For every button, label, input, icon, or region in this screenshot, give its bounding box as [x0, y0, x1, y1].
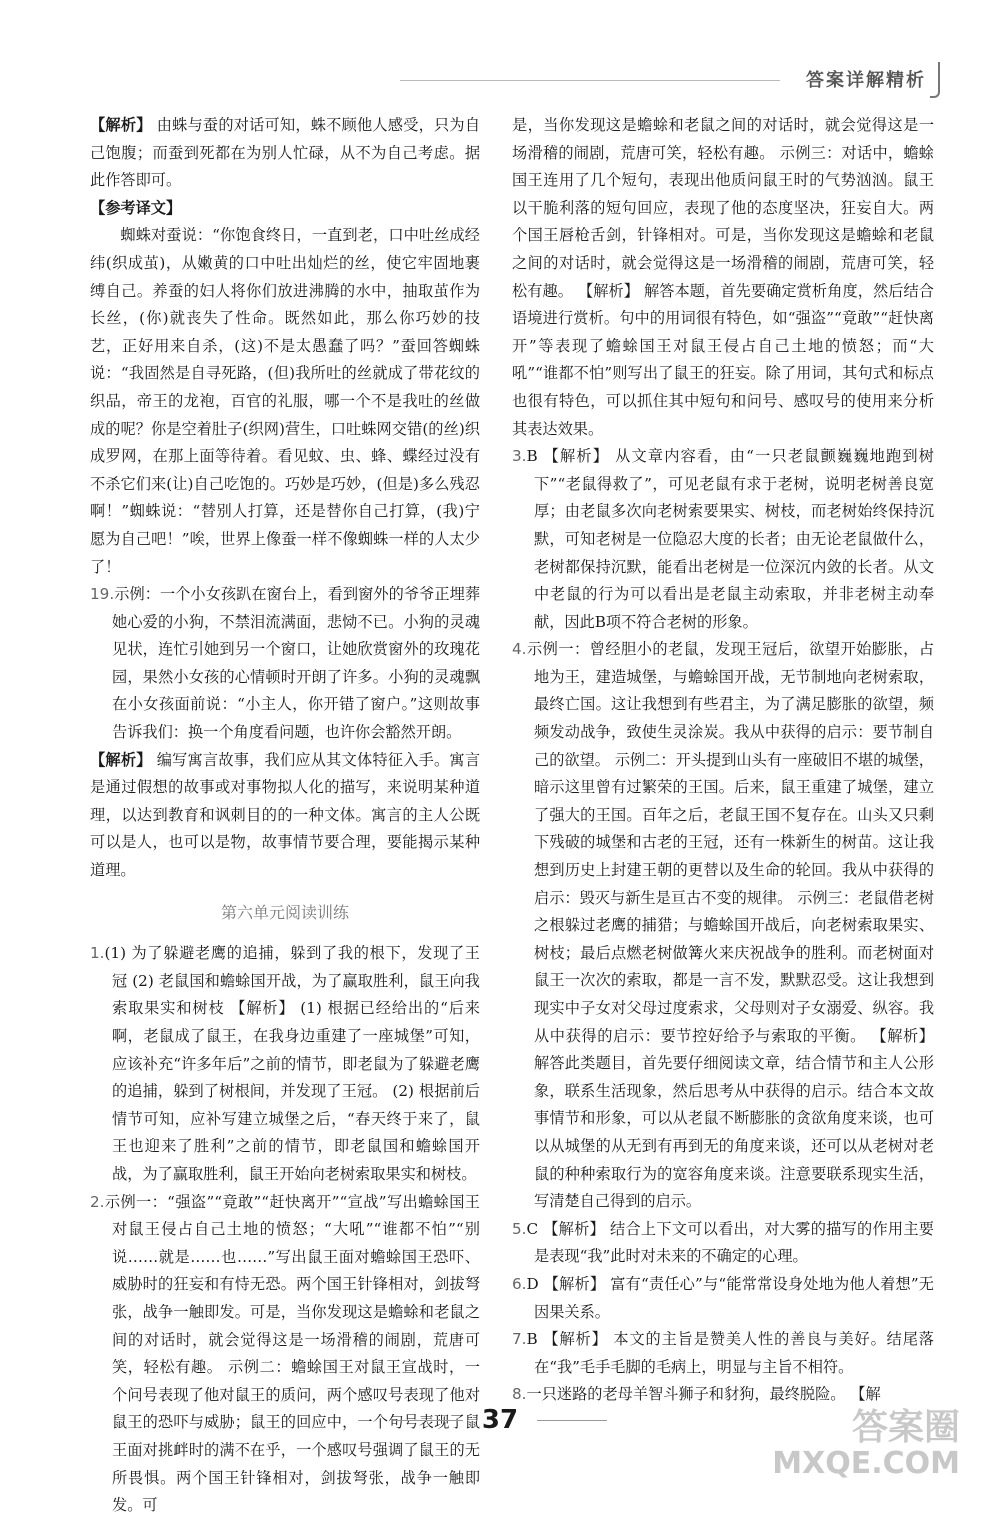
page-number: 37: [481, 1405, 519, 1435]
answer-item: [512, 443, 934, 636]
analysis-text: 编写寓言故事，我们应从其文体特征入手。寓言是通过假想的故事或对事物拟人化的描写，来说明某种道理，以达到教育和讽刺目的的一种文体。寓言的主人公既可以是人，也可以是物，故事情节要合理，要能揭示某种道理。: [90, 750, 481, 880]
answer-text: C 【解析】 结合上下文可以看出，对大雾的描写的作用主要是表现“我”此时对未来的不确定的心理。: [526, 1219, 934, 1266]
answer-text: 示例一：“强盗”“竟敢”“赶快离开”“宣战”写出蟾蜍国王对鼠王侵占自己土地的愤怒；“大吼”“谁都不怕”“别说……就是……也……”写出鼠王面对蟾蜍国王恐吓、威胁时的狂妄和有恃无恐。两个国王针锋相对，剑拔弩张，战争一触即发。可是，当你发现这是蟾蜍和老鼠之间的对话时，就会觉得这是一场滑稽的闹剧，荒唐可笑，轻松有趣。 示例二：蟾蜍国王对鼠王宣战时，一个问号表现了他对鼠王的质问，两个感叹号表现了他对鼠王的恐吓与威胁；鼠王的回应中，一个句号表现了鼠王面对挑衅时的满不在乎，一个感叹号强调了鼠王的无所畏惧。两个国王针锋相对，剑拔弩张，战争一触即发。可: [104, 1192, 480, 1515]
left-column: [90, 112, 480, 1520]
answer-item: [90, 581, 480, 747]
answer-number: 19.: [90, 585, 115, 604]
answer-number: 3.: [512, 447, 527, 466]
answer-text: 示例：一个小女孩趴在窗台上，看到窗外的爷爷正埋葬她心爱的小狗，不禁泪流满面，悲恸不已。小狗的灵魂见状，连忙引她到另一个窗口，让她欣赏窗外的玫瑰花园，果然小女孩的心情顿时开朗了许多。小狗的灵魂飘在小女孩面前说：“小主人，你开错了窗户。”这则故事告诉我们：换一个角度看问题，也许你会豁然开朗。: [112, 585, 480, 742]
answer-item: [90, 940, 480, 1188]
header-title: 答案详解精析: [806, 70, 926, 91]
answer-item: [512, 1326, 934, 1381]
analysis-text: 由蛛与蚕的对话可知，蛛不顾他人感受，只为自己饱腹；而蚕到死都在为别人忙碌，从不为自己考虑。据此作答即可。: [90, 116, 481, 190]
answer-item: [512, 1271, 934, 1326]
watermark-url: MXQE.COM: [772, 1446, 960, 1481]
section-title-text: 第六单元阅读训练: [220, 902, 349, 922]
translation-text: [90, 222, 480, 581]
answer-item: [90, 1189, 480, 1520]
section-title: [90, 899, 480, 927]
right-column: [512, 112, 934, 1409]
analysis-tag: 【解析】: [90, 750, 152, 769]
answer-number: 1.: [90, 944, 105, 963]
answer-number: 2.: [90, 1192, 105, 1211]
analysis-tag: 【解析】: [90, 116, 152, 134]
paragraph-text: 是，当你发现这是蟾蜍和老鼠之间的对话时，就会觉得这是一场滑稽的闹剧，荒唐可笑，轻松有趣。 示例三：对话中，蟾蜍国王连用了几个短句，表现出他质问鼠王时的气势汹汹。鼠王以干脆利落的短句回应，表现了他的态度坚决，狂妄自大。两个国王唇枪舌剑，针锋相对。可是，当你发现这是蟾蜍和老鼠之间的对话时，就会觉得这是一场滑稽的闹剧，荒唐可笑，轻松有趣。 【解析】 解答本题，首先要确定赏析角度，然后结合语境进行赏析。句中的用词很有特色，如“强盗”“竟敢”“赶快离开”等表现了蟾蜍国王对鼠王侵占自己土地的愤怒；而“大吼”“谁都不怕”则写出了鼠王的狂妄。除了用词，其句式和标点也很有特色，可以抓住其中短句和问号、感叹号的使用来分析其表达效果。: [512, 116, 934, 438]
footer-rule-left: [393, 1420, 463, 1421]
answer-number: 6.: [512, 1274, 527, 1293]
answer-number: 7.: [512, 1330, 527, 1349]
answer-item: [512, 636, 934, 1215]
continued-paragraph: [512, 112, 934, 443]
header-bracket: [930, 62, 940, 98]
analysis-paragraph: [90, 112, 480, 195]
answer-text: 一只迷路的老母羊智斗狮子和豺狗，最终脱险。 【解: [526, 1385, 881, 1404]
answer-number: 8.: [512, 1385, 527, 1404]
translation-body: 蜘蛛对蚕说：“你饱食终日，一直到老，口中吐丝成经纬(织成茧)，从嫩黄的口中吐出灿烂的丝，使它牢固地裹缚自己。养蚕的妇人将你们放进沸腾的水中，抽取茧作为长丝，(你)就丧失了性命。既然如此，那么你巧妙的技艺，正好用来自杀，(这)不是太愚蠢了吗？”蚕回答蜘蛛说：“我固然是自寻死路，(但)我所吐的丝就成了带花纹的织品，帝王的龙袍，百官的礼服，哪一个不是我吐的丝做成的呢？你是空着肚子(织网)营生，口吐蛛网交错(的丝)织成罗网，在那上面等待着。看见蚊、虫、蜂、蝶经过没有不杀它们来(让)自己吃饱的。巧妙是巧妙，(但是)多么残忍啊！”蜘蛛说：“替别人打算，还是替你自己打算，(我)宁愿为自己吧！”唉，世界上像蚕一样不像蜘蛛一样的人太少了！: [90, 226, 480, 576]
watermark-text: 答案圈: [851, 1407, 960, 1448]
answer-text: D 【解析】 富有“责任心”与“能常常设身处地为他人着想”无因果关系。: [526, 1274, 934, 1321]
header-rule: [400, 80, 780, 81]
answer-number: 5.: [512, 1219, 527, 1238]
analysis-paragraph: [90, 747, 480, 885]
watermark-logo: [772, 1407, 960, 1482]
footer-rule-right: [537, 1420, 607, 1421]
translation-tag: 【参考译文】: [90, 198, 182, 217]
answer-item: [512, 1216, 934, 1271]
answer-text: (1) 为了躲避老鹰的追捕，躲到了我的根下，发现了王冠 (2) 老鼠国和蟾蜍国开战，为了赢取胜利，鼠王向我索取果实和树枝 【解析】 (1) 根据已经给出的“后来啊，老鼠成了鼠王，在我身边重建了一座城堡”可知，应该补充“许多年后”之前的情节，即老鼠为了躲避老鹰的追捕，躲到了树根间，并发现了王冠。 (2) 根据前后情节可知，应补写建立城堡之后，“春天终于来了，鼠王也迎来了胜利”之前的情节，即老鼠国和蟾蜍国开战，为了赢取胜利，鼠王开始向老树索取果实和树枝。: [104, 944, 480, 1183]
translation-heading: [90, 195, 480, 223]
answer-text: B 【解析】 从文章内容看，由“一只老鼠颤巍巍地跑到树下”“老鼠得救了”，可见老鼠有求于老树，说明老树善良宽厚；由老鼠多次向老树索要果实、树枝，而老树始终保持沉默，可知老树是一位隐忍大度的长者；由无论老鼠做什么，老树都保持沉默，能看出老树是一位深沉内敛的长者。从文中老鼠的行为可以看出是老鼠主动索取，并非老树主动奉献，因此B项不符合老树的形象。: [526, 447, 934, 631]
page-header: [400, 62, 940, 102]
answer-number: 4.: [512, 640, 527, 659]
answer-text: B 【解析】 本文的主旨是赞美人性的善良与美好。结尾落在“我”毛手毛脚的毛病上，明显与主旨不相符。: [526, 1330, 934, 1376]
answer-text: 示例一：曾经胆小的老鼠，发现王冠后，欲望开始膨胀，占地为王，建造城堡，与蟾蜍国开战，无节制地向老树索取，最终亡国。这让我想到有些君主，为了满足膨胀的欲望，频频发动战争，致使生灵涂炭。我从中获得的启示：要节制自己的欲望。 示例二：开头提到山头有一座破旧不堪的城堡，暗示这里曾有过繁荣的王国。后来，鼠王重建了城堡，建立了强大的王国。百年之后，老鼠王国不复存在。山头又只剩下残破的城堡和古老的王冠，还有一株新生的树苗。这让我想到历史上封建王朝的更替以及生命的轮回。我从中获得的启示：毁灭与新生是亘古不变的规律。 示例三：老鼠借老树之根躲过老鹰的捕猎；与蟾蜍国开战后，向老树索取果实、树枝；最后点燃老树做篝火来庆祝战争的胜利。而老树面对鼠王一次次的索取，都是一言不发，默默忍受。这让我想到现实中子女对父母过度索求，父母则对子女溺爱、纵容。我从中获得的启示：要节控好给予与索取的平衡。 【解析】 解答此类题目，首先要仔细阅读文章，结合情节和主人公形象，联系生活现象，然后思考从中获得的启示。结合本文故事情节和形象，可以从老鼠不断膨胀的贪欲角度来谈，也可以从城堡的从无到有再到无的角度来谈，还可以从老树对老鼠的种种索取行为的宽容角度来谈。注意要联系现实生活，写清楚自己得到的启示。: [526, 640, 934, 1211]
